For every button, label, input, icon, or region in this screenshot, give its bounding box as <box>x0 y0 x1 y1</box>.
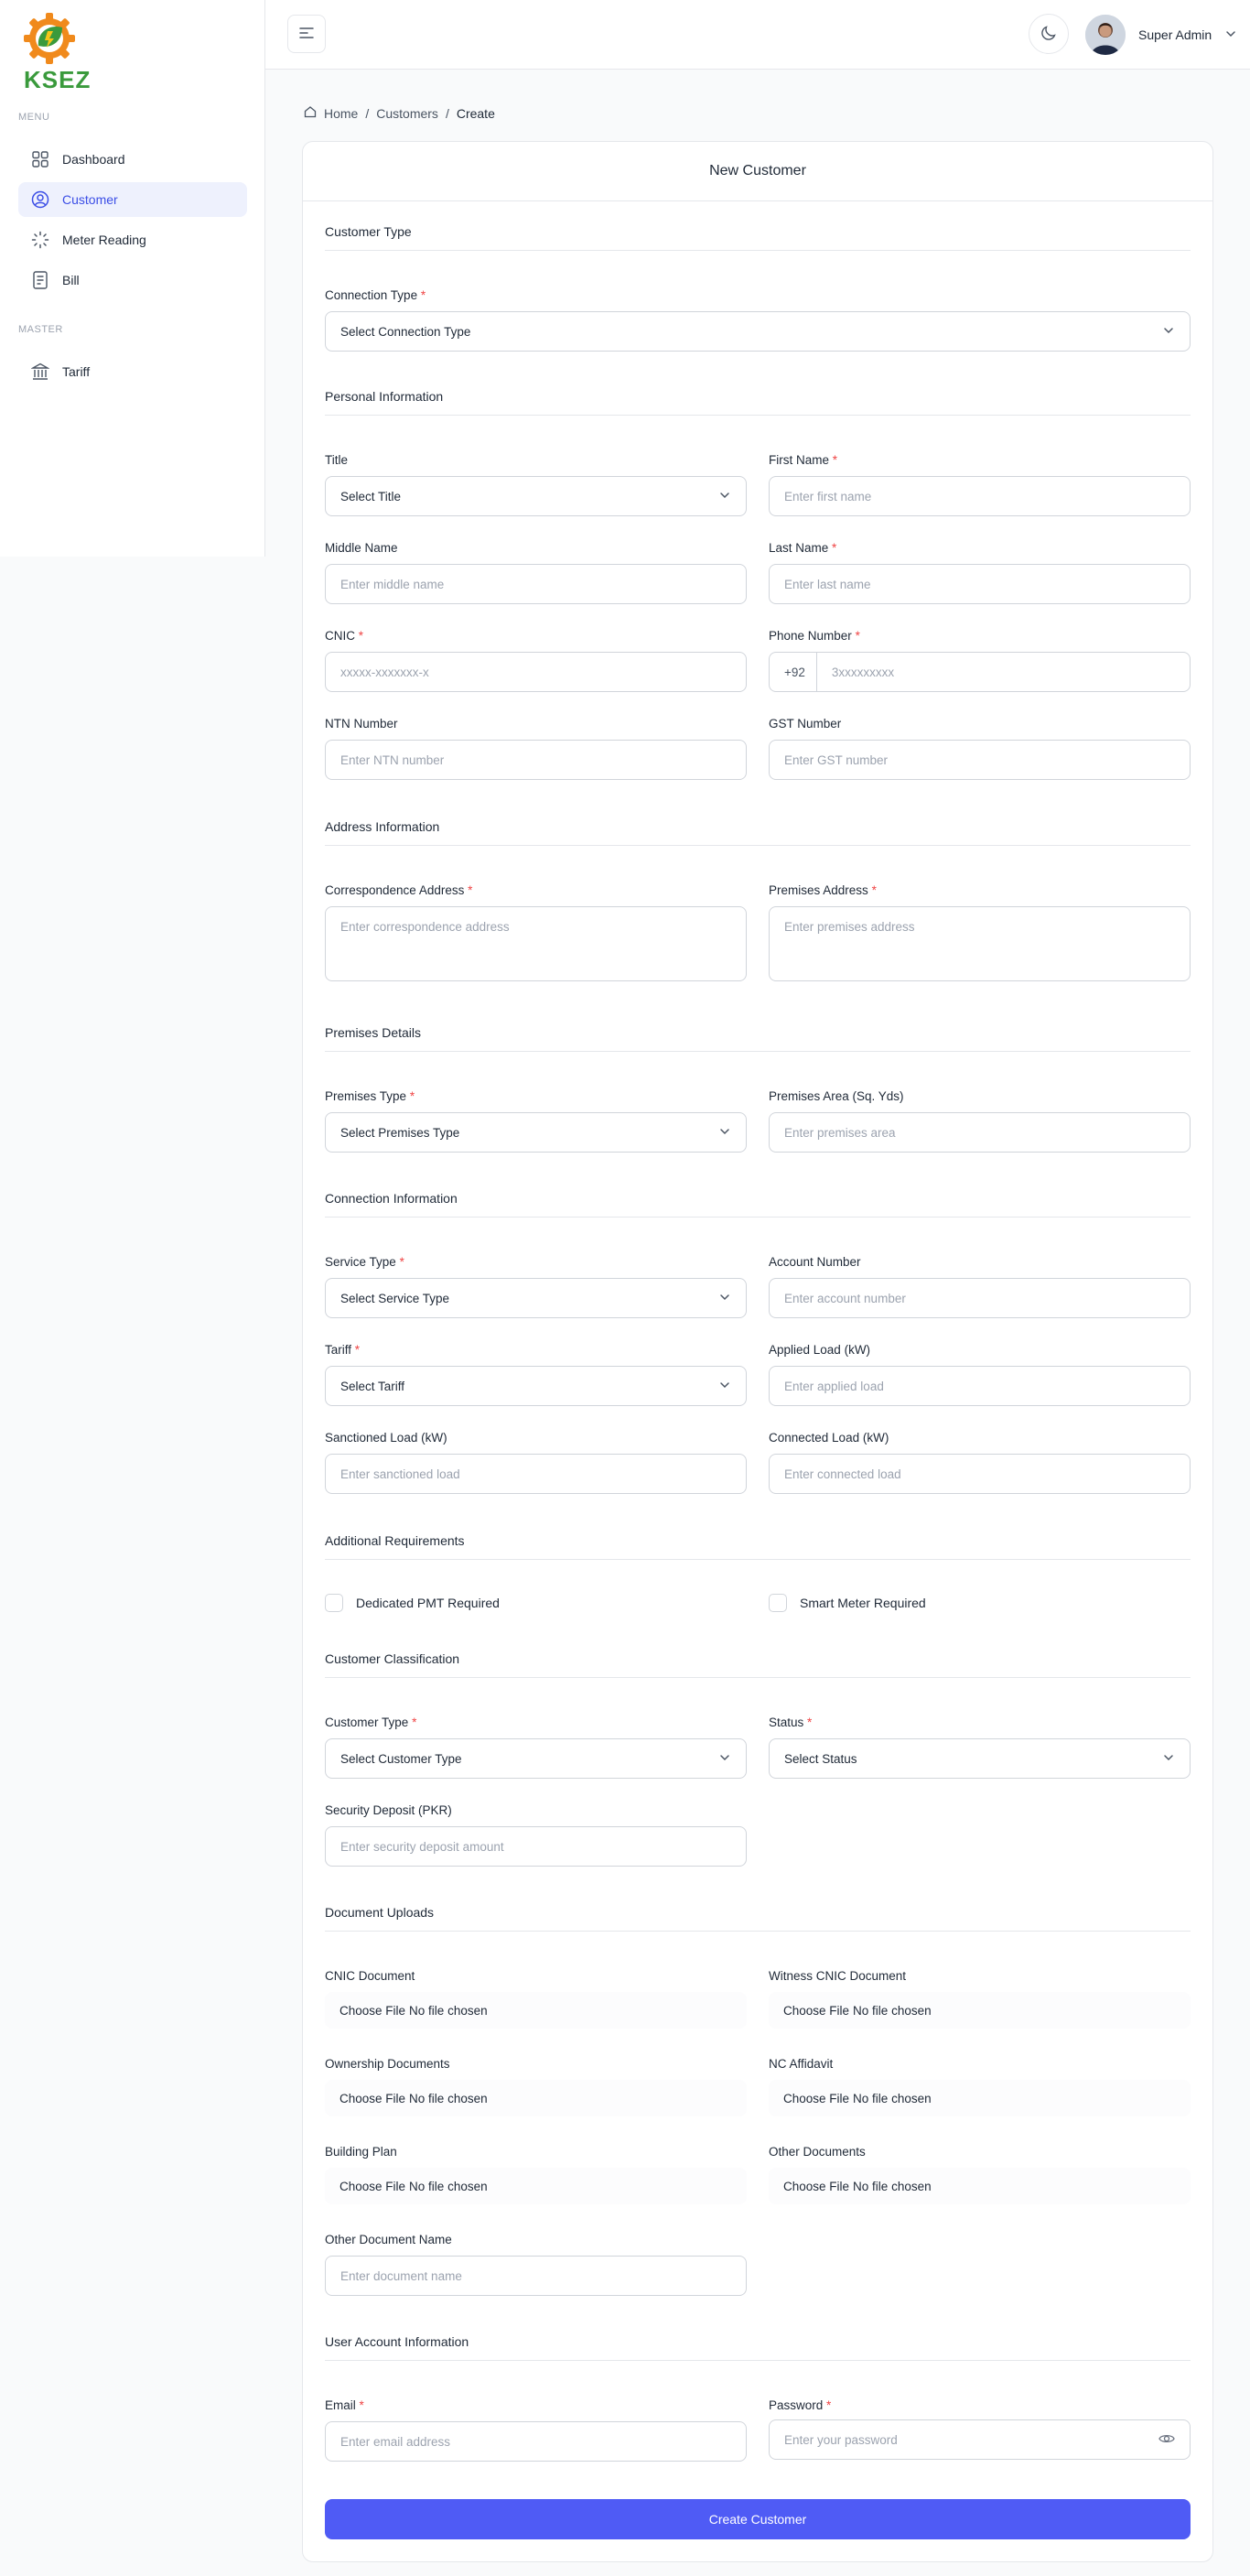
new-customer-form <box>302 141 1213 2562</box>
account-number-label: Account Number <box>769 1255 861 1269</box>
choose-file-button[interactable]: Choose File <box>783 2003 850 2018</box>
sidebar-item-customer[interactable] <box>18 182 247 217</box>
section-premises-details: Premises Details <box>325 1025 1191 1052</box>
sidebar-item-label: Customer <box>62 192 118 207</box>
sidebar-item-meter-reading[interactable] <box>18 222 247 257</box>
sidebar-item-tariff[interactable] <box>18 354 247 389</box>
phone-input[interactable] <box>769 652 1191 692</box>
theme-toggle-button[interactable] <box>1029 14 1069 54</box>
menu-heading: MENU <box>18 112 50 123</box>
file-status: No file chosen <box>409 2091 488 2105</box>
checkbox-box[interactable] <box>769 1594 787 1612</box>
cnic-input[interactable]: xxxxx-xxxxxxx-x <box>325 652 747 692</box>
form-title: New Customer <box>303 142 1212 201</box>
smart-meter-checkbox[interactable] <box>769 1594 926 1612</box>
premises-address-label: Premises Address * <box>769 883 877 897</box>
middle-name-input[interactable]: Enter middle name <box>325 564 747 604</box>
avatar <box>1085 15 1126 55</box>
breadcrumb-current: Create <box>456 105 495 121</box>
user-name: Super Admin <box>1138 27 1212 42</box>
file-status: No file chosen <box>853 2003 932 2018</box>
security-deposit-label: Security Deposit (PKR) <box>325 1803 452 1817</box>
customer-type-label: Customer Type * <box>325 1716 417 1729</box>
smart-meter-label: Smart Meter Required <box>800 1596 926 1610</box>
receipt-icon <box>31 271 49 289</box>
nc-affidavit-label: NC Affidavit <box>769 2057 834 2071</box>
user-circle-icon <box>31 190 49 209</box>
section-address-information: Address Information <box>325 819 1191 846</box>
section-document-uploads: Document Uploads <box>325 1905 1191 1932</box>
sanctioned-load-input[interactable]: Enter sanctioned load <box>325 1454 747 1494</box>
choose-file-button[interactable]: Choose File <box>783 2091 850 2105</box>
service-type-label: Service Type * <box>325 1255 404 1269</box>
breadcrumb-customers[interactable]: Customers <box>376 105 438 121</box>
title-label: Title <box>325 453 349 467</box>
correspondence-address-input[interactable]: Enter correspondence address <box>325 906 747 981</box>
sidebar-item-dashboard[interactable] <box>18 142 247 177</box>
security-deposit-input[interactable]: Enter security deposit amount <box>325 1826 747 1867</box>
menu-toggle-button[interactable] <box>287 15 326 53</box>
connected-load-input[interactable]: Enter connected load <box>769 1454 1191 1494</box>
premises-area-input[interactable]: Enter premises area <box>769 1112 1191 1153</box>
breadcrumb-separator: / <box>365 105 370 121</box>
section-customer-classification: Customer Classification <box>325 1651 1191 1678</box>
other-documents-label: Other Documents <box>769 2145 866 2159</box>
premises-address-input[interactable]: Enter premises address <box>769 906 1191 981</box>
email-input[interactable]: Enter email address <box>325 2421 747 2462</box>
section-connection-information: Connection Information <box>325 1191 1191 1218</box>
password-input[interactable] <box>769 2419 1191 2460</box>
phone-placeholder: 3xxxxxxxxx <box>831 665 895 679</box>
password-label: Password * <box>769 2398 832 2412</box>
breadcrumb <box>304 105 495 121</box>
connected-load-label: Connected Load (kW) <box>769 1431 889 1445</box>
ownership-documents-label: Ownership Documents <box>325 2057 450 2071</box>
chevron-down-icon <box>718 1751 731 1767</box>
status-label: Status * <box>769 1716 813 1729</box>
phone-label: Phone Number * <box>769 629 860 643</box>
cnic-label: CNIC * <box>325 629 364 643</box>
choose-file-button[interactable]: Choose File <box>339 2003 406 2018</box>
section-additional-requirements: Additional Requirements <box>325 1533 1191 1560</box>
applied-load-label: Applied Load (kW) <box>769 1343 871 1357</box>
choose-file-button[interactable]: Choose File <box>339 2179 406 2193</box>
premises-area-label: Premises Area (Sq. Yds) <box>769 1089 904 1103</box>
dedicated-pmt-label: Dedicated PMT Required <box>356 1596 500 1610</box>
dedicated-pmt-checkbox[interactable] <box>325 1594 500 1612</box>
chevron-down-icon <box>718 489 731 504</box>
other-document-name-label: Other Document Name <box>325 2233 452 2246</box>
applied-load-input[interactable]: Enter applied load <box>769 1366 1191 1406</box>
title-select[interactable]: Select Title <box>325 476 747 516</box>
file-status: No file chosen <box>409 2179 488 2193</box>
witness-cnic-document-label: Witness CNIC Document <box>769 1969 907 1983</box>
other-document-name-input[interactable]: Enter document name <box>325 2256 747 2296</box>
ntn-label: NTN Number <box>325 717 398 731</box>
gst-input[interactable]: Enter GST number <box>769 740 1191 780</box>
nc-affidavit-file-input[interactable] <box>769 2080 1191 2116</box>
building-plan-label: Building Plan <box>325 2145 397 2159</box>
menu-icon <box>299 27 314 42</box>
create-customer-button[interactable]: Create Customer <box>325 2499 1191 2539</box>
premises-type-label: Premises Type * <box>325 1089 415 1103</box>
account-number-input[interactable]: Enter account number <box>769 1278 1191 1318</box>
connection-type-select[interactable]: Select Connection Type <box>325 311 1191 352</box>
customer-type-select[interactable]: Select Customer Type <box>325 1738 747 1779</box>
eye-icon[interactable] <box>1158 2430 1175 2450</box>
chevron-down-icon <box>718 1125 731 1141</box>
sidebar <box>0 0 265 557</box>
premises-type-select[interactable]: Select Premises Type <box>325 1112 747 1153</box>
file-status: No file chosen <box>409 2003 488 2018</box>
chevron-down-icon <box>1162 1751 1175 1767</box>
logo-text: KSEZ <box>24 66 92 93</box>
breadcrumb-home[interactable]: Home <box>324 105 359 121</box>
bank-icon <box>31 363 49 381</box>
grid-icon <box>31 150 49 168</box>
sidebar-item-label: Bill <box>62 273 80 287</box>
first-name-input[interactable]: Enter first name <box>769 476 1191 516</box>
user-menu[interactable] <box>1085 14 1237 56</box>
witness-cnic-document-file-input[interactable] <box>769 1992 1191 2029</box>
cnic-document-file-input[interactable] <box>325 1992 747 2029</box>
last-name-label: Last Name * <box>769 541 837 555</box>
phone-prefix: +92 <box>784 653 817 691</box>
sidebar-item-label: Meter Reading <box>62 233 146 247</box>
section-customer-type: Customer Type <box>325 224 1191 251</box>
ntn-input[interactable]: Enter NTN number <box>325 740 747 780</box>
chevron-down-icon <box>718 1379 731 1394</box>
gst-label: GST Number <box>769 717 842 731</box>
tariff-label: Tariff * <box>325 1343 361 1357</box>
checkbox-box[interactable] <box>325 1594 343 1612</box>
connection-type-label: Connection Type * <box>325 288 426 302</box>
first-name-label: First Name * <box>769 453 838 467</box>
other-documents-file-input[interactable] <box>769 2168 1191 2204</box>
sanctioned-load-label: Sanctioned Load (kW) <box>325 1431 447 1445</box>
file-status: No file chosen <box>853 2091 932 2105</box>
choose-file-button[interactable]: Choose File <box>783 2179 850 2193</box>
topbar <box>265 0 1250 70</box>
master-heading: MASTER <box>18 324 63 335</box>
email-label: Email * <box>325 2398 364 2412</box>
choose-file-button[interactable]: Choose File <box>339 2091 406 2105</box>
correspondence-address-label: Correspondence Address * <box>325 883 473 897</box>
home-icon <box>304 105 317 121</box>
status-select[interactable]: Select Status <box>769 1738 1191 1779</box>
file-status: No file chosen <box>853 2179 932 2193</box>
breadcrumb-separator: / <box>445 105 449 121</box>
middle-name-label: Middle Name <box>325 541 398 555</box>
ownership-documents-file-input[interactable] <box>325 2080 747 2116</box>
sidebar-item-label: Dashboard <box>62 152 125 167</box>
loader-icon <box>31 231 49 249</box>
last-name-input[interactable]: Enter last name <box>769 564 1191 604</box>
tariff-select[interactable]: Select Tariff <box>325 1366 747 1406</box>
chevron-down-icon <box>718 1291 731 1306</box>
cnic-document-label: CNIC Document <box>325 1969 415 1983</box>
sidebar-item-label: Tariff <box>62 364 91 379</box>
chevron-down-icon <box>1162 324 1175 340</box>
service-type-select[interactable]: Select Service Type <box>325 1278 747 1318</box>
moon-icon <box>1040 25 1057 44</box>
section-user-account-information: User Account Information <box>325 2334 1191 2361</box>
password-placeholder: Enter your password <box>784 2432 898 2447</box>
building-plan-file-input[interactable] <box>325 2168 747 2204</box>
sidebar-item-bill[interactable] <box>18 263 247 298</box>
chevron-down-icon <box>1224 27 1237 43</box>
section-personal-information: Personal Information <box>325 389 1191 416</box>
